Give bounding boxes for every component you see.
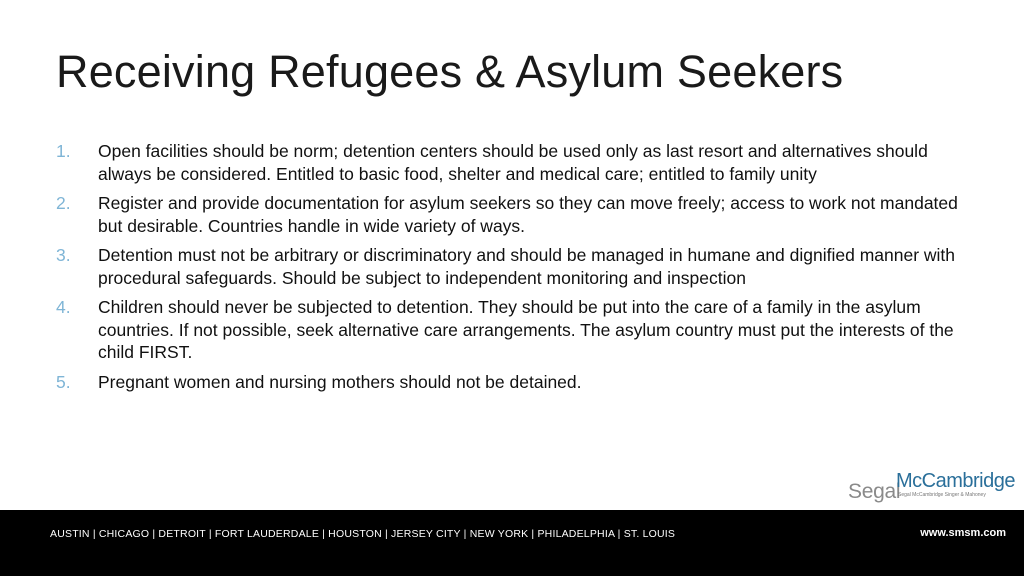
list-item — [56, 192, 976, 237]
list-text: Detention must not be arbitrary or discriminatory and should be managed in humane and dignified manner with procedural safeguards. Should be subject to independent monitoring and inspection — [98, 245, 956, 288]
list-text: Children should never be subjected to detention. They should be put into the care of a family in the asylum countries. If not possible, seek alternative care arrangements. The asylum country must put the interests of the child FIRST. — [98, 297, 954, 362]
numbered-list — [56, 140, 976, 400]
footer-bar — [0, 510, 1024, 576]
list-text: Register and provide documentation for asylum seekers so they can move freely; access to work not mandated but desirable. Countries handle in wide variety of ways. — [98, 193, 958, 236]
list-item — [56, 244, 976, 289]
list-number: 5. — [56, 371, 71, 392]
list-number: 1. — [56, 141, 71, 161]
logo-mccambridge-text: McCambridge — [896, 470, 1015, 492]
list-number: 3. — [56, 245, 71, 265]
footer-url: www.smsm.com — [920, 527, 1006, 539]
list-item — [56, 371, 976, 394]
list-item — [56, 140, 976, 185]
list-number: 4. — [56, 297, 71, 317]
slide-title: Receiving Refugees & Asylum Seekers — [56, 46, 844, 97]
company-logo — [848, 470, 1015, 504]
list-item — [56, 296, 976, 364]
logo-segal-text: Segal — [848, 480, 901, 503]
list-number: 2. — [56, 193, 71, 213]
list-text: Open facilities should be norm; detention centers should be used only as last resort and alternatives should always be considered. Entitled to basic food, shelter and medical care; entitled to family unity — [98, 141, 928, 184]
logo-subtitle: Segal McCambridge Singer & Mahoney — [898, 492, 986, 498]
footer-cities: AUSTIN | CHICAGO | DETROIT | FORT LAUDERDALE | HOUSTON | JERSEY CITY | NEW YORK | PHILADELPHIA | ST. LOUIS — [50, 528, 676, 540]
list-text: Pregnant women and nursing mothers should not be detained. — [98, 371, 582, 392]
